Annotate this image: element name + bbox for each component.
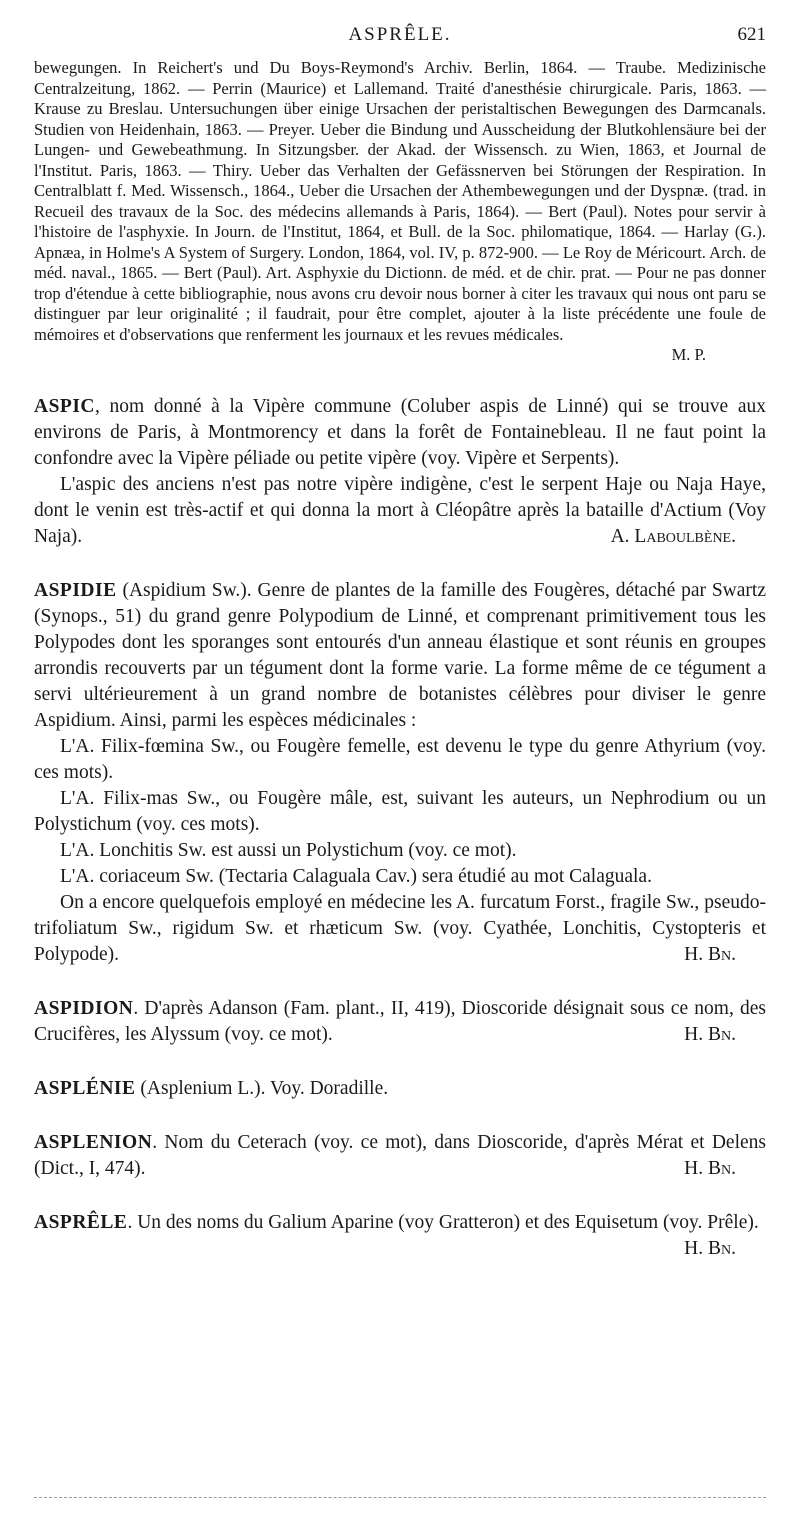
headword-asplenie: ASPLÉNIE — [34, 1077, 136, 1099]
entry-asprele — [34, 1210, 766, 1262]
asprele-paragraph-1: . Un des noms du Galium Aparine (voy Gratteron) et des Equisetum (voy. Prêle). — [127, 1211, 759, 1233]
asprele-signature: H. Bn. — [684, 1237, 736, 1259]
headword-aspic: ASPIC — [34, 395, 96, 417]
entry-aspidie — [34, 578, 766, 968]
headword-aspidie: ASPIDIE — [34, 579, 117, 601]
entry-asplenion — [34, 1130, 766, 1182]
aspidie-paragraph-3: L'A. Filix-mas Sw., ou Fougère mâle, est, suivant les auteurs, un Nephrodium ou un Polystichum (voy. ces mots). — [34, 787, 766, 835]
aspic-paragraph-2: L'aspic des anciens n'est pas notre vipère indigène, c'est le serpent Haje ou Naja Haye, dont le venin est très-actif et qui donna la mort à Cléopâtre après la bataille d'Actium (Voy Naja). — [34, 473, 766, 547]
headword-aspidion: ASPIDION — [34, 997, 134, 1019]
footer-rule — [34, 1497, 766, 1498]
running-head — [34, 24, 766, 58]
aspidie-paragraph-4: L'A. Lonchitis Sw. est aussi un Polystichum (voy. ce mot). — [60, 839, 517, 861]
aspidion-paragraph-1: . D'après Adanson (Fam. plant., II, 419), Dioscoride désignait sous ce nom, des Crucifères, les Alyssum (voy. ce mot). — [34, 997, 766, 1045]
aspidie-signature: H. Bn. — [684, 943, 736, 965]
bibliography — [34, 58, 766, 366]
aspidie-paragraph-1: (Aspidium Sw.). Genre de plantes de la famille des Fougères, détaché par Swartz (Synops., 51) du grand genre Polypodium de Linné, et comprenant primitivement tous les Polypodes dont les sporanges sont entourés d'un anneau élastique et sont réunis en groupes arrondis recouverts par un tégument dont la forme varie. La forme même de ce tégument a servi ultérieurement à un grand nombre de botanistes célèbres pour diviser le genre Aspidium. Ainsi, parmi les espèces médicinales : — [34, 579, 766, 731]
entry-aspic — [34, 394, 766, 550]
entry-aspidion — [34, 996, 766, 1048]
headword-asprele: ASPRÊLE — [34, 1211, 128, 1233]
headword-asplenion: ASPLENION — [34, 1131, 153, 1153]
aspidion-signature: H. Bn. — [684, 1023, 736, 1045]
running-title: ASPRÊLE. — [348, 24, 452, 45]
asplenion-paragraph-1: . Nom du Ceterach (voy. ce mot), dans Dioscoride, d'après Mérat et Delens (Dict., I, 474). — [34, 1131, 766, 1179]
entry-asplenie — [34, 1076, 766, 1102]
asplenie-paragraph-1: (Asplenium L.). Voy. Doradille. — [135, 1077, 389, 1099]
page-number: 621 — [737, 24, 766, 45]
aspic-signature: A. Laboulbène. — [610, 525, 736, 547]
bibliography-text: bewegungen. In Reichert's und Du Boys-Reymond's Archiv. Berlin, 1864. — Traube. Medizinische Centralzeitung, 1862. — Perrin (Maurice) et Lallemand. Traité d'anesthésie chirurgicale. Paris, 1863. — Krause zu Breslau. Untersuchungen über einige Ursachen der peristaltischen Bewegungen des Darmcanals. Studien von Heidenhain, 1863. — Preyer. Ueber die Bindung und Ausscheidung der Blutkohlensäure bei der Lungen- und Gewebeathmung. In Sitzungsber. der Akad. der Wissensch. zu Wien, 1863, et Journal de l'Institut. Paris, 1863. — Thiry. Ueber das Verhalten der Gefässnerven bei Störungen der Respiration. In Centralblatt f. Med. Wissensch., 1864., Ueber die Ursachen der Athembewegungen und der Dyspnæ. (trad. in Recueil des travaux de la Soc. des médecins allemands à Paris, 1864). — Bert (Paul). Notes pour servir à l'histoire de l'asphyxie. In Journ. de l'Institut, 1864, et Bull. de la Soc. philomatique, 1864. — Harlay (G.). Apnæa, in Holme's A System of Surgery. London, 1864, vol. IV, p. 872-900. — Le Roy de Méricourt. Arch. de méd. naval., 1865. — Bert (Paul). Art. Asphyxie du Dictionn. de méd. et de chir. prat. — Pour ne pas donner trop d'étendue à cette bibliographie, nous avons cru devoir nous borner à citer les travaux qui nous ont paru se distinguer par leur originalité ; il faudrait, pour être complet, ajouter à la liste précédente une foule de mémoires et d'observations que renferment les journaux et les revues médicales. — [34, 58, 766, 344]
page — [34, 24, 766, 1262]
aspidie-paragraph-2: L'A. Filix-fœmina Sw., ou Fougère femelle, est devenu le type du genre Athyrium (voy. ces mots). — [34, 735, 766, 783]
aspidie-paragraph-6: On a encore quelquefois employé en médecine les A. furcatum Forst., fragile Sw., pseudo-trifoliatum Sw., rigidum Sw. et rhæticum Sw. (voy. Cyathée, Lonchitis, Cystopteris et Polypode). — [34, 891, 766, 965]
bibliography-signature: M. P. — [671, 345, 706, 364]
aspic-paragraph-1: , nom donné à la Vipère commune (Coluber aspis de Linné) qui se trouve aux environs de Paris, à Montmorency et dans la forêt de Fontainebleau. Il ne faut point la confondre avec la Vipère péliade ou petite vipère (voy. Vipère et Serpents). — [34, 395, 766, 469]
asplenion-signature: H. Bn. — [684, 1157, 736, 1179]
aspidie-paragraph-5: L'A. coriaceum Sw. (Tectaria Calaguala Cav.) sera étudié au mot Calaguala. — [60, 865, 652, 887]
